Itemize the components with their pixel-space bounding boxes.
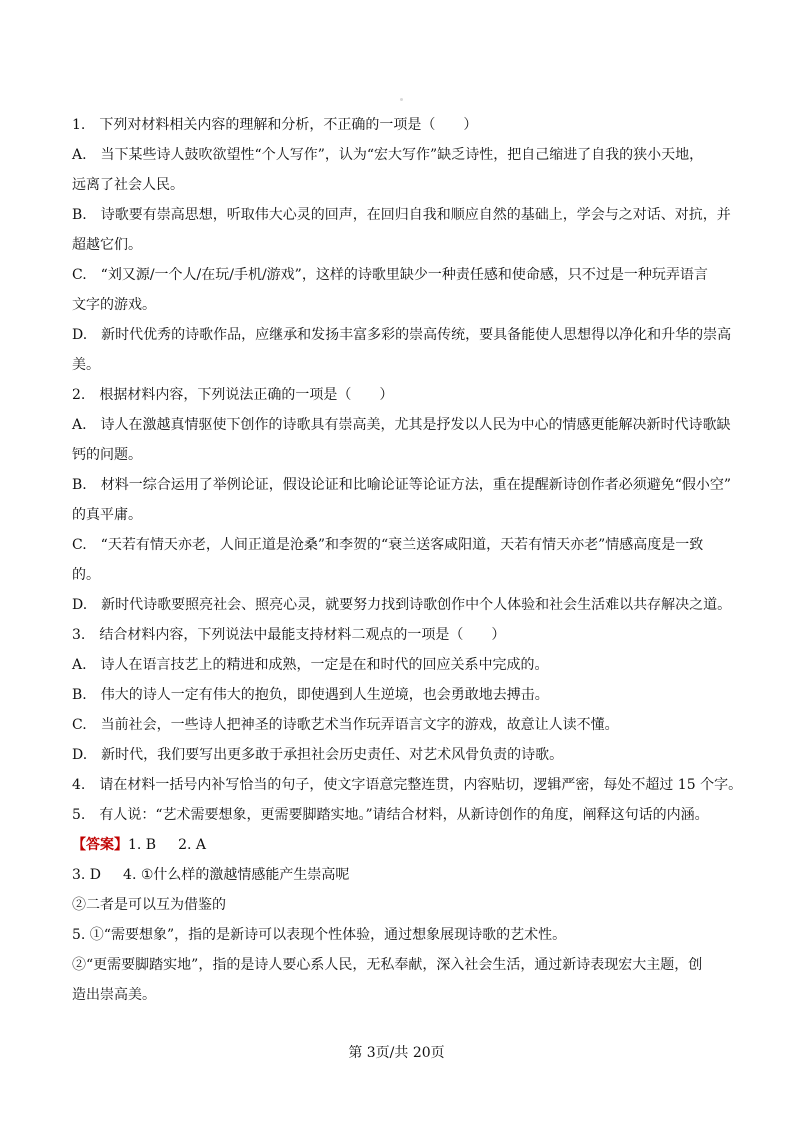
answer-line-5: ②“更需要脚踏实地”，指的是诗人要心系人民，无私奉献，深入社会生活，通过新诗表现宏大主题，创 <box>72 957 703 973</box>
answer-4: 4. ①什么样的激越情感能产生崇高呢 <box>123 867 350 883</box>
question-1-stem: 1. 下列对材料相关内容的理解和分析，不正确的一项是（ ） <box>72 117 478 133</box>
question-3-stem: 3. 结合材料内容，下列说法中最能支持材料二观点的一项是（ ） <box>72 627 506 643</box>
question-content <box>72 110 743 1010</box>
question-2-option-d-line-1: D. 新时代诗歌要照亮社会、照亮心灵，就要努力找到诗歌创作中个人体验和社会生活难以共存解决之道。 <box>72 597 732 613</box>
question-2-option-b-line-1: B. 材料一综合运用了举例论证，假设论证和比喻论证等论证方法，重在提醒新诗创作者必须避免“假小空” <box>72 477 732 493</box>
question-1-option-c-line-2: 文字的游戏。 <box>72 297 156 313</box>
question-1-option-b-line-1: B. 诗歌要有崇高思想，听取伟大心灵的回声，在回归自我和顺应自然的基础上，学会与之对话、对抗，并 <box>72 207 731 223</box>
question-3-option-a: A. 诗人在语言技艺上的精进和成熟，一定是在和时代的回应关系中完成的。 <box>72 657 549 673</box>
answer-1: 1. B <box>128 837 157 853</box>
answer-label: 【答案】 <box>72 837 128 853</box>
question-1-option-a-line-1: A. 当下某些诗人鼓吹欲望性“个人写作”，认为“宏大写作”缺乏诗性，把自己缩进了自我的狭小天地， <box>72 147 704 163</box>
question-5-stem: 5. 有人说：“艺术需要想象，更需要脚踏实地。”请结合材料，从新诗创作的角度，阐释这句话的内涵。 <box>72 807 709 823</box>
question-3-option-b: B. 伟大的诗人一定有伟大的抱负，即使遇到人生逆境，也会勇敢地去搏击。 <box>72 687 549 703</box>
question-2-option-a-line-2: 钙的问题。 <box>72 447 142 463</box>
question-4-stem: 4. 请在材料一括号内补写恰当的句子，使文字语意完整连贯，内容贴切，逻辑严密，每处不超过 15 个字。 <box>72 777 743 793</box>
question-1-option-b-line-2: 超越它们。 <box>72 237 142 253</box>
answer-2: 2. A <box>178 837 207 853</box>
scan-dot <box>400 98 403 101</box>
question-2-option-b-line-2: 的真平庸。 <box>72 507 142 523</box>
question-1-option-c-line-1: C. “刘又源/一个人/在玩/手机/游戏”，这样的诗歌里缺少一种责任感和使命感，只不过是一种玩弄语言 <box>72 267 708 283</box>
page-footer: 第 3页/共 20页 <box>348 1045 445 1061</box>
answer-line-2 <box>72 860 732 890</box>
question-3-option-d: D. 新时代，我们要写出更多敢于承担社会历史责任、对艺术风骨负责的诗歌。 <box>72 747 564 763</box>
question-2-option-a-line-1: A. 诗人在激越真情驱使下创作的诗歌具有崇高美，尤其是抒发以人民为中心的情感更能解决新时代诗歌缺 <box>72 417 731 433</box>
answer-line-1 <box>72 830 732 860</box>
question-2-option-c-line-1: C. “天若有情天亦老，人间正道是沧桑”和李贺的“衰兰送客咸阳道，天若有情天亦老”情感高度是一致 <box>72 537 704 553</box>
question-2-stem: 2. 根据材料内容，下列说法正确的一项是（ ） <box>72 387 394 403</box>
question-3-option-c: C. 当前社会，一些诗人把神圣的诗歌艺术当作玩弄语言文字的游戏，故意让人读不懂。 <box>72 717 619 733</box>
answer-3: 3. D <box>72 867 102 883</box>
answer-line-6: 造出崇高美。 <box>72 987 156 1003</box>
question-2-option-c-line-2: 的。 <box>72 567 100 583</box>
question-1-option-d-line-1: D. 新时代优秀的诗歌作品，应继承和发扬丰富多彩的崇高传统，要具备能使人思想得以净化和升华的崇高 <box>72 327 732 343</box>
question-1-option-a-line-2: 远离了社会人民。 <box>72 177 184 193</box>
question-1-option-d-line-2: 美。 <box>72 357 100 373</box>
answer-line-3: ②二者是可以互为借鉴的 <box>72 897 226 913</box>
answer-line-4: 5. ①“需要想象”，指的是新诗可以表现个性体验，通过想象展现诗歌的艺术性。 <box>72 927 567 943</box>
